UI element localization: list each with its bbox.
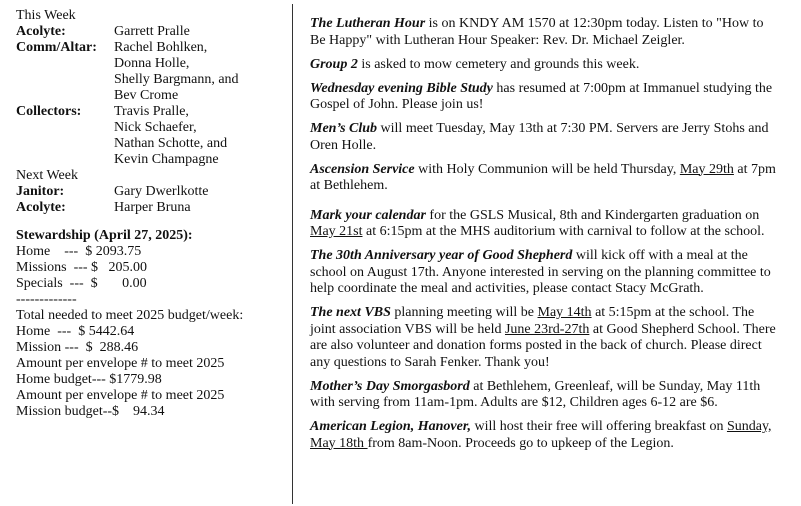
duty-row — [16, 104, 288, 168]
announcement-ascension-service: Ascension Service with Holy Communion will be held Thursday, May 29th at 7pm at Bethlehem. — [310, 161, 776, 193]
duty-names — [114, 24, 288, 40]
volunteer-name: Nathan Schotte, and — [114, 136, 228, 151]
figure-line: Missions --- $ 205.00 — [16, 260, 148, 275]
this-week-heading: This Week — [16, 8, 76, 23]
figure-line: Amount per envelope # to meet 2025 — [16, 388, 225, 403]
figure-line: Total needed to meet 2025 budget/week: — [16, 308, 244, 323]
duty-row — [16, 200, 288, 216]
volunteer-name: Nick Schaefer, — [114, 120, 197, 135]
duty-label: Acolyte: — [16, 200, 66, 215]
figure-line: Home --- $ 5442.64 — [16, 324, 135, 339]
stewardship-figures — [16, 244, 288, 308]
figure-line: Home budget--- $1779.98 — [16, 372, 162, 387]
schedule-column — [16, 8, 288, 420]
announcement-mens-club: Men’s Club will meet Tuesday, May 13th at 7:30 PM. Servers are Jerry Stohs and Oren Holle. — [310, 121, 769, 153]
volunteer-name: Garrett Pralle — [114, 24, 190, 39]
next-week-list — [16, 184, 288, 216]
figure-line: Amount per envelope # to meet 2025 — [16, 356, 225, 371]
announcement-calendar: Mark your calendar for the GSLS Musical, 8th and Kindergarten graduation on May 21st at 6:15pm at the MHS auditorium with carnival to follow at the school. — [310, 207, 765, 239]
announcement-group-2: Group 2 is asked to mow cemetery and grounds this week. — [310, 56, 640, 72]
volunteer-name: Rachel Bohlken, — [114, 40, 208, 55]
duty-label: Acolyte: — [16, 24, 66, 39]
volunteer-name: Donna Holle, — [114, 56, 190, 71]
stewardship-heading: Stewardship (April 27, 2025): — [16, 228, 193, 243]
column-divider — [292, 4, 293, 504]
duty-names — [114, 104, 288, 168]
duty-names — [114, 40, 288, 104]
volunteer-name: Travis Pralle, — [114, 104, 189, 119]
announcement-bible-study: Wednesday evening Bible Study has resumed at 7:00pm at Immanuel studying the Gospel of John. Please join us! — [310, 80, 773, 112]
figure-line: Home --- $ 2093.75 — [16, 244, 142, 259]
volunteer-name: Gary Dwerlkotte — [114, 184, 209, 199]
announcements-column — [310, 16, 776, 460]
duty-label: Janitor: — [16, 184, 65, 199]
duty-row — [16, 40, 288, 104]
duty-row — [16, 24, 288, 40]
announcement-american-legion: American Legion, Hanover, will host their free will offering breakfast on Sunday, May 18th from 8am-Noon. Proceeds go to upkeep of the Legion. — [310, 419, 772, 451]
next-week-heading: Next Week — [16, 168, 78, 183]
duty-label: Collectors: — [16, 104, 82, 119]
duty-label: Comm/Altar: — [16, 40, 97, 55]
volunteer-name: Harper Bruna — [114, 200, 191, 215]
budget-figures — [16, 308, 288, 420]
announcement-30th-anniversary: The 30th Anniversary year of Good Shepherd will kick off with a meal at the school on August 17th. Anyone interested in serving on the planning committee to help coordinate the meal and activities, please contact Stacy McGrath. — [310, 248, 771, 296]
volunteer-name: Bev Crome — [114, 88, 179, 103]
volunteer-name: Kevin Champagne — [114, 152, 219, 167]
this-week-list — [16, 24, 288, 168]
announcement-smorgasbord: Mother’s Day Smorgasbord at Bethlehem, Greenleaf, will be Sunday, May 11th with serving from 11am-1pm. Adults are $12, Children ages 6-12 are $6. — [310, 378, 761, 410]
figure-line: ------------- — [16, 292, 77, 307]
figure-line: Mission budget--$ 94.34 — [16, 404, 165, 419]
figure-line: Specials --- $ 0.00 — [16, 276, 147, 291]
duty-row — [16, 184, 288, 200]
volunteer-name: Shelly Bargmann, and — [114, 72, 239, 87]
duty-names — [114, 200, 288, 216]
duty-names — [114, 184, 288, 200]
announcement-vbs: The next VBS planning meeting will be May 14th at 5:15pm at the school. The joint association VBS will be held June 23rd-27th at Good Shepherd School. There are also volunteer and donation forms posted in the back of church. Please direct any questions to Sarah Fenker. Thank you! — [310, 305, 776, 370]
figure-line: Mission --- $ 288.46 — [16, 340, 139, 355]
announcement-lutheran-hour: The Lutheran Hour is on KNDY AM 1570 at 12:30pm today. Listen to "How to Be Happy" with Lutheran Hour Speaker: Rev. Dr. Michael Zeigler. — [310, 16, 764, 48]
